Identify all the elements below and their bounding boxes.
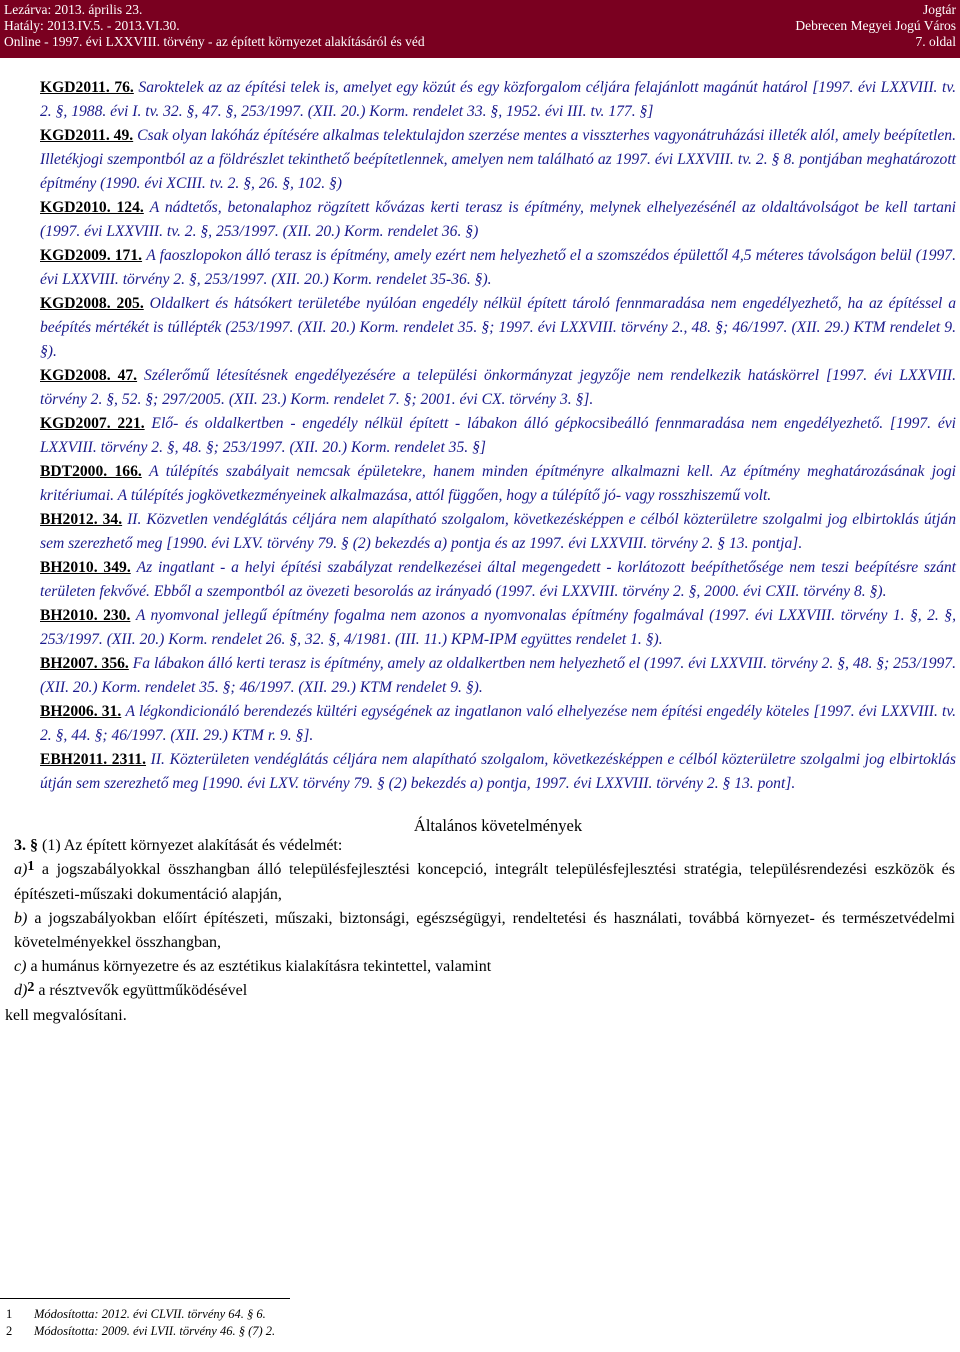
paragraph-closing: kell megvalósítani. [5,1007,127,1024]
citation-link[interactable]: BH2010. 349. [40,559,131,576]
citation-text: Oldalkert és hátsókert területébe nyúlóan engedély nélkül épített tároló fennmaradása nem engedélyezhető, ha az építéssel a beépítés mértékét is túllépték (253/1997. (XII. 20.) Korm. rendelet 35. §; 1997. évi LXXVIII. törvény 2., 48. §; 46/1997. (XII. 29.) KTM rendelet 9. §). [40,295,956,360]
citation-item [40,508,956,556]
citation-link[interactable]: BH2010. 230. [40,607,131,624]
citation-item [40,76,956,124]
footnote-item [0,1306,275,1323]
publisher-name: Jogtár [923,2,956,17]
citation-text: A túlépítés szabályait nemcsak épületekre, hanem minden építményre alkalmazni kell. Az építmény meghatározásának jogi kritériumai. A túlépítés jogkövetkezményeinek alkalmazása, attól függően, hogy a túlépítő jó- vagy rosszhiszemű volt. [40,463,957,504]
citation-text: II. Közterületen vendéglátás céljára nem alapítható szolgalom, következésképpen e célból közterületre szolgalmi jog elbirtoklás útján sem szerezhető meg [1990. évi LXV. törvény 79. § (2) bekezdés a) pontja, 1997. évi LXXVIII. törvény 2. § 13. pont]. [40,751,956,792]
citation-item [40,196,956,244]
citation-item [40,364,956,412]
citation-list [40,76,956,854]
footnotes [0,1306,275,1340]
licensee-name: Debrecen Megyei Jogú Város [795,18,956,33]
document-header [0,0,960,58]
point-a [5,858,955,907]
citation-link[interactable]: EBH2011. 2311. [40,751,147,768]
citation-item [40,460,956,508]
citation-text: A nádtetős, betonalaphoz rögzített kővázas kerti terasz is építmény, melynek elhelyezésénél az oldaltávolságot be kell tartani (1997. évi LXXVIII. tv. 2. §, 253/1997. (XII. 20.) Korm. rendelet 36. §) [40,199,956,240]
citation-link[interactable]: KGD2007. 221. [40,415,145,432]
document-title: Online - 1997. évi LXXVIII. törvény - az épített környezet alakításáról és véd [4,34,425,49]
footnote-number: 1 [6,1307,13,1321]
footnote-ref-2[interactable]: 2 [27,980,35,995]
point-c [5,955,955,979]
point-b-text: a jogszabályokban előírt építészeti, műszaki, biztonsági, egészségügyi, rendeltetési és használati, továbbá környezet- és természetvédelmi követelményekkel összhangban, [14,910,955,951]
citation-link[interactable]: KGD2010. 124. [40,199,144,216]
citation-item [40,244,956,292]
section-heading: Általános követelmények [413,816,583,835]
citation-text: A légkondicionáló berendezés kültéri egységének az ingatlanon való elhelyezése nem építési engedély köteles [1997. évi LXXVIII. tv. 2. §, 44. §; 46/1997. (XII. 29.) KTM r. 9. §]. [40,703,956,744]
citation-item [40,700,956,748]
header-right [795,2,956,50]
citation-link[interactable]: BH2012. 34. [40,511,123,528]
point-d-text: a résztvevők együttműködésével [38,982,248,999]
point-a-text: a jogszabályokkal összhangban álló településfejlesztési koncepció, integrált településfejlesztési stratégia, településrendezési eszközök és építészeti-műszaki dokumentáció alapján, [14,861,956,903]
citation-text: Szélerőmű létesítésnek engedélyezésére a települési önkormányzat jegyzője nem rendelkezik hatáskörrel [1997. évi LXXVIII. törvény 2. §, 52. §; 297/2005. (XII. 23.) Korm. rendelet 7. §; 2001. évi CX. törvény 3. §]. [40,367,956,408]
footnote-divider [0,1298,290,1299]
point-c-label: c) [14,958,27,975]
header-left [4,2,425,50]
citation-item [40,748,956,796]
paragraph-number: 3. § [14,837,38,854]
footnote-number: 2 [6,1324,13,1338]
citation-item [40,292,956,364]
point-d-label: d) [14,982,28,999]
citation-item [40,652,956,700]
citation-text: A faoszlopokon álló terasz is építmény, amely ezért nem helyezhető el a szomszédos épülettől 4,5 méteres távolságon belül (1997. évi LXXVIII. törvény 2. §, 253/1997. (XII. 20.) Korm. rendelet 35-36. §). [40,247,957,288]
point-c-text: a humánus környezetre és az esztétikus kialakításra tekintettel, valamint [30,958,492,975]
footnote-text: Módosította: 2012. évi CLVII. törvény 64. § 6. [34,1307,266,1321]
citation-text: Az ingatlant - a helyi építési szabályzat rendelkezései által megengedett - korlátozott beépíthetősége nem teszi beépítésre szánt területen fekvővé. Ebből a szempontból az övezeti besorolás az irányadó (1997. évi LXXVIII. törvény 2. §, 2000. évi CXII. törvény 8. §). [40,559,956,600]
citation-link[interactable]: KGD2008. 47. [40,367,138,384]
point-b [5,907,955,955]
citation-text: II. Közvetlen vendéglátás céljára nem alapítható szolgalom, következésképpen e célból közterületre szolgalmi jog elbirtoklás útján sem szerezhető meg [1990. évi LXV. törvény 79. § (2) bekezdés a) pontja és az 1997. évi LXXVIII. törvény 2. § 13. pontja]. [40,511,956,552]
footnote-ref-1[interactable]: 1 [27,859,35,874]
citation-link[interactable]: KGD2009. 171. [40,247,143,264]
validity-range: Hatály: 2013.IV.5. - 2013.VI.30. [4,18,180,33]
closing-date: Lezárva: 2013. április 23. [4,2,143,17]
citation-text: Saroktelek az az építési telek is, amelyet egy közút és egy közforgalom céljára felajánlott magánút határol [1997. évi LXXVIII. tv. 2. §, 1988. évi I. tv. 32. §, 47. §, 253/1997. (XII. 20.) Korm. rendelet 33. §, 1952. évi III. tv. 177. §] [40,79,956,120]
point-d [5,979,955,1004]
point-a-label: a) [14,861,28,878]
citation-link[interactable]: BH2006. 31. [40,703,122,720]
paragraph-intro-text: (1) Az épített környezet alakítását és védelmét: [42,837,343,854]
footnote-text: Módosította: 2009. évi LVII. törvény 46. § (7) 2. [34,1324,276,1338]
citation-link[interactable]: BH2007. 356. [40,655,129,672]
citation-link[interactable]: KGD2011. 76. [40,79,134,96]
citation-item [40,556,956,604]
citation-link[interactable]: BDT2000. 166. [40,463,142,480]
citation-text: Fa lábakon álló kerti terasz is építmény, amely az oldalkertben nem helyezhető el (1997. évi LXXVIII. törvény 2. §, 48. §; 253/1997. (XII. 20.) Korm. rendelet 35. §; 46/1997. (XII. 29.) KTM rendelet 9. §). [40,655,956,696]
citation-link[interactable]: KGD2008. 205. [40,295,144,312]
citation-item [40,412,956,460]
citation-text: A nyomvonal jellegű építmény fogalma nem azonos a nyomvonalas építmény fogalmával (1997. évi LXXVIII. törvény 1. §, 2. §, 253/1997. (XII. 20.) Korm. rendelet 26. §, 32. §, 4/1981. (III. 11.) KPM-IPM együttes rendelet 1. §). [40,607,956,648]
paragraph-intro [5,834,955,858]
citation-item [40,604,956,652]
page-number: 7. oldal [915,34,956,49]
citation-text: Elő- és oldalkertben - engedély nélkül épített - lábakon álló gépkocsibeálló fennmaradása nem engedélyezhető. [1997. évi LXXVIII. törvény 2. §, 48. §; 253/1997. (XII. 20.) Korm. rendelet 35. §] [40,415,957,456]
point-b-label: b) [14,910,28,927]
footnote-item [0,1323,275,1340]
citation-link[interactable]: KGD2011. 49. [40,127,134,144]
citation-text: Csak olyan lakóház építésére alkalmas telektulajdon szerzése mentes a visszterhes vagyonátruházási illeték alól, amely beépítetlen. Illetékjogi szempontból az a földrészlet tekinthető beépítetlennek, amelyen nem található az 1997. évi LXXVIII. tv. 2. § 8. pontjában meghatározott építmény (1990. évi XCIII. tv. 2. §, 26. §, 102. §) [40,127,956,192]
citation-item [40,124,956,196]
paragraph-3 [5,834,955,1028]
